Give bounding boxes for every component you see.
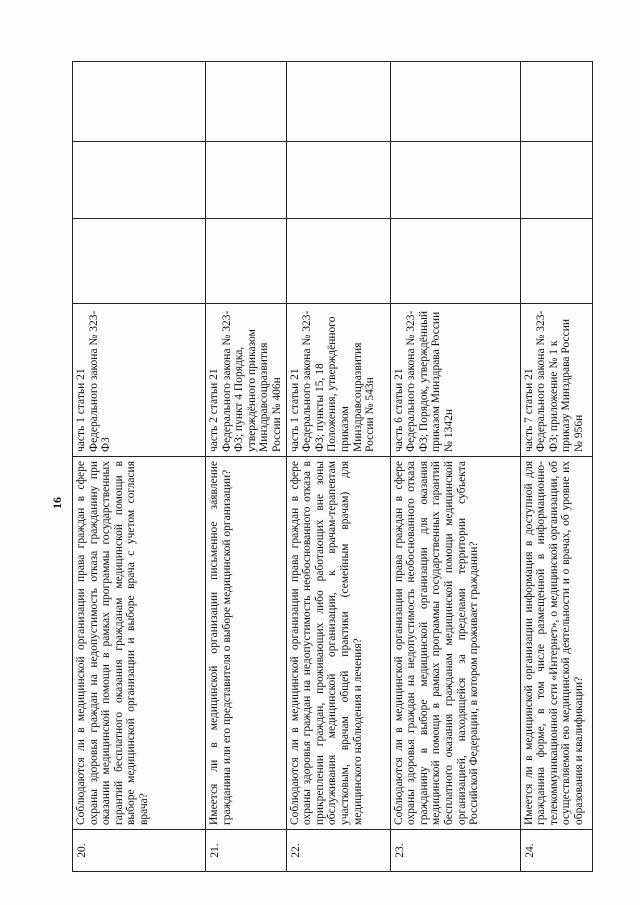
table-row xyxy=(73,62,206,872)
answer-cell-yes xyxy=(206,219,287,304)
answer-cell-na xyxy=(390,62,520,142)
rotated-content xyxy=(48,62,588,872)
answer-cell-no xyxy=(206,142,287,219)
answer-cell-no xyxy=(520,142,592,219)
legal-reference-cell: часть 2 статьи 21 Федерального закона № 323-ФЗ; пункт 4 Порядка, утверждённого приказом Минздравсоцразвития России № 406н xyxy=(206,304,287,457)
answer-cell-na xyxy=(73,62,206,142)
answer-cell-yes xyxy=(73,219,206,304)
table-row xyxy=(390,62,520,872)
answer-cell-na xyxy=(206,62,287,142)
question-cell: Имеется ли в медицинской организации информация в доступной для гражданина форме, в том числе размещенной в информационно-телекоммуникационной сети «Интернет», о медицинской организации, об осуществляемой ею медицинской деятельности и о врачах, об уровне их образования и квалификации? xyxy=(520,457,592,830)
legal-reference-cell: часть 7 статьи 21 Федерального закона № 323-ФЗ; приложение № 1 к приказу Минздрава России № 956н xyxy=(520,304,592,457)
answer-cell-yes xyxy=(390,219,520,304)
question-cell: Соблюдаются ли в медицинской организации права граждан в сфере охраны здоровья граждан на недопустимость необоснованного отказа в прикреплении граждан, проживающих либо работающих вне зоны обслуживания медицинской организации, к врачам-терапевтам участковым, врачам общей практики (семейным врачам) для медицинского наблюдения и лечения? xyxy=(286,457,390,830)
checklist-table xyxy=(72,61,593,872)
answer-cell-yes xyxy=(286,219,390,304)
answer-cell-na xyxy=(520,62,592,142)
question-cell: Соблюдаются ли в медицинской организации права граждан в сфере охраны здоровья граждан на недопустимость необоснованного отказа гражданину в выборе медицинской организации для оказания медицинской помощи в рамках программы государственных гарантий бесплатного оказания гражданам медицинской помощи медицинской организацией, находящейся за пределами территории субъекта Российской Федерации, в котором проживает гражданин? xyxy=(390,457,520,830)
legal-reference-cell: часть 1 статьи 21 Федерального закона № 323-ФЗ; пункты 15, 18 Положения, утверждённого приказом Минздравсоцразвития России № 543н xyxy=(286,304,390,457)
table-row xyxy=(520,62,592,872)
answer-cell-no xyxy=(390,142,520,219)
answer-cell-yes xyxy=(520,219,592,304)
row-number: 20. xyxy=(73,830,206,872)
row-number: 21. xyxy=(206,830,287,872)
legal-reference-cell: часть 6 статьи 21 Федерального закона № 323-ФЗ; Порядок, утверждённый приказом Минздрава России № 1342н xyxy=(390,304,520,457)
row-number: 24. xyxy=(520,830,592,872)
answer-cell-na xyxy=(286,62,390,142)
row-number: 23. xyxy=(390,830,520,872)
page-number: 16 xyxy=(50,497,64,509)
table-row xyxy=(286,62,390,872)
question-cell: Имеется ли в медицинской организации письменное заявление гражданина или его представителя о выборе медицинской организации? xyxy=(206,457,287,830)
row-number: 22. xyxy=(286,830,390,872)
answer-cell-no xyxy=(73,142,206,219)
table-row xyxy=(206,62,287,872)
question-cell: Соблюдаются ли в медицинской организации права граждан в сфере охраны здоровья граждан на недопустимость отказа гражданину при оказании медицинской помощи в рамках программы государственных гарантий бесплатного оказания гражданам медицинской помощи в выборе медицинской организации и выборе врача с учетом согласия врача? xyxy=(73,457,206,830)
legal-reference-cell: часть 1 статьи 21 Федерального закона № 323-ФЗ xyxy=(73,304,206,457)
answer-cell-no xyxy=(286,142,390,219)
